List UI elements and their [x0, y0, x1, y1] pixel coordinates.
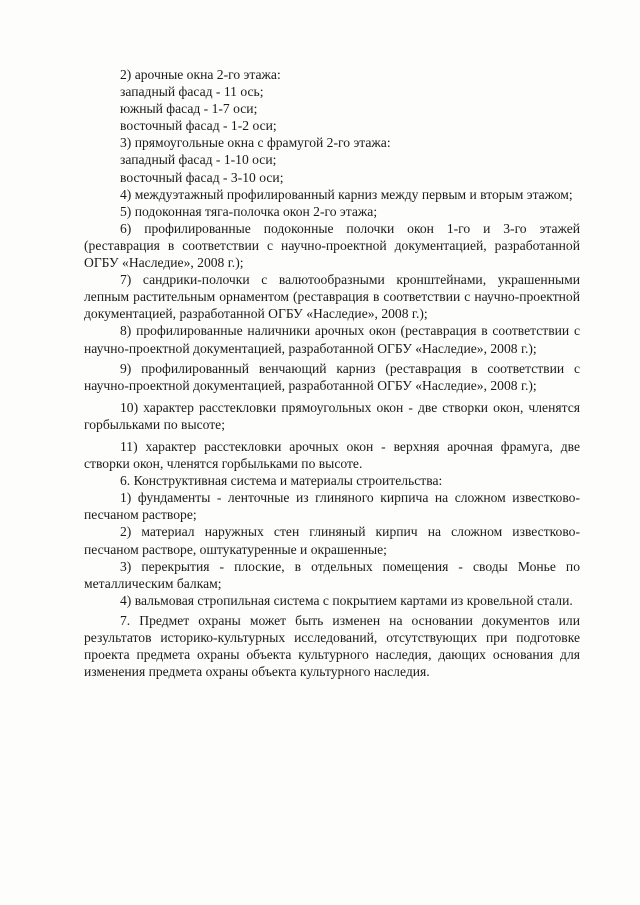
paragraph-arched-south: южный фасад - 1-7 оси; [120, 101, 258, 117]
paragraph-floors: 3) перекрытия - плоские, в отдельных помещения - своды Монье по металлическим балкам; [84, 558, 580, 591]
paragraph-item-5: 5) подоконная тяга-полочка окон 2-го этажа; [120, 203, 378, 219]
document-body [84, 66, 580, 680]
section-7-paragraph: 7. Предмет охраны может быть изменен на основании документов или результатов историко-культурных исследований, отсутствующих при подготовке проекта предмета охраны объекта культурного наследия, дающих основания для изменения предмета охраны объекта культурного наследия. [84, 612, 580, 680]
paragraph-rect-windows: 3) прямоугольные окна с фрамугой 2-го этажа: [120, 135, 391, 151]
paragraph-arched-east: восточный фасад - 1-2 оси; [120, 118, 277, 134]
paragraph-item-6: 6) профилированные подоконные полочки окон 1-го и 3-го этажей (реставрация в соответствии с научно-проектной документацией, разработанной ОГБУ «Наследие», 2008 г.); [84, 220, 580, 271]
paragraph-rect-east: восточный фасад - 3-10 оси; [120, 169, 284, 185]
paragraph-arched-windows: 2) арочные окна 2-го этажа: [120, 67, 281, 82]
paragraph-item-7: 7) сандрики-полочки с валютообразными кронштейнами, украшенными лепным растительным орнаментом (реставрация в соответствии с научно-проектной документацией, разработанной ОГБУ «Наследие», 2008 г.); [84, 272, 580, 322]
paragraph-foundations: 1) фундаменты - ленточные из глиняного кирпича на сложном известково-песчаном растворе; [84, 490, 580, 523]
paragraph-walls: 2) материал наружных стен глиняный кирпич на сложном известково-песчаном растворе, оштукатуренные и окрашенные; [84, 524, 580, 557]
paragraph-item-11: 11) характер расстекловки арочных окон - верхняя арочная фрамуга, две створки окон, членятся горбыльками по высоте. [84, 438, 580, 472]
paragraph-item-8: 8) профилированные наличники арочных окон (реставрация в соответствии с научно-проектной документацией, разработанной ОГБУ «Наследие», 2008 г.); [84, 323, 580, 356]
paragraph-roof: 4) вальмовая стропильная система с покрытием картами из кровельной стали. [120, 592, 573, 608]
section-6-heading: 6. Конструктивная система и материалы строительства: [120, 473, 443, 489]
paragraph-rect-west: западный фасад - 1-10 оси; [120, 152, 277, 168]
paragraph-item-9: 9) профилированный венчающий карниз (реставрация в соответствии с научно-проектной документацией, разработанной ОГБУ «Наследие», 2008 г.); [84, 360, 580, 393]
paragraph-arched-west: западный фасад - 11 ось; [120, 84, 264, 100]
paragraph-item-10: 10) характер расстекловки прямоугольных окон - две створки окон, членятся горбыльками по высоте; [84, 399, 580, 432]
paragraph-item-4: 4) междуэтажный профилированный карниз между первым и вторым этажом; [120, 186, 573, 202]
